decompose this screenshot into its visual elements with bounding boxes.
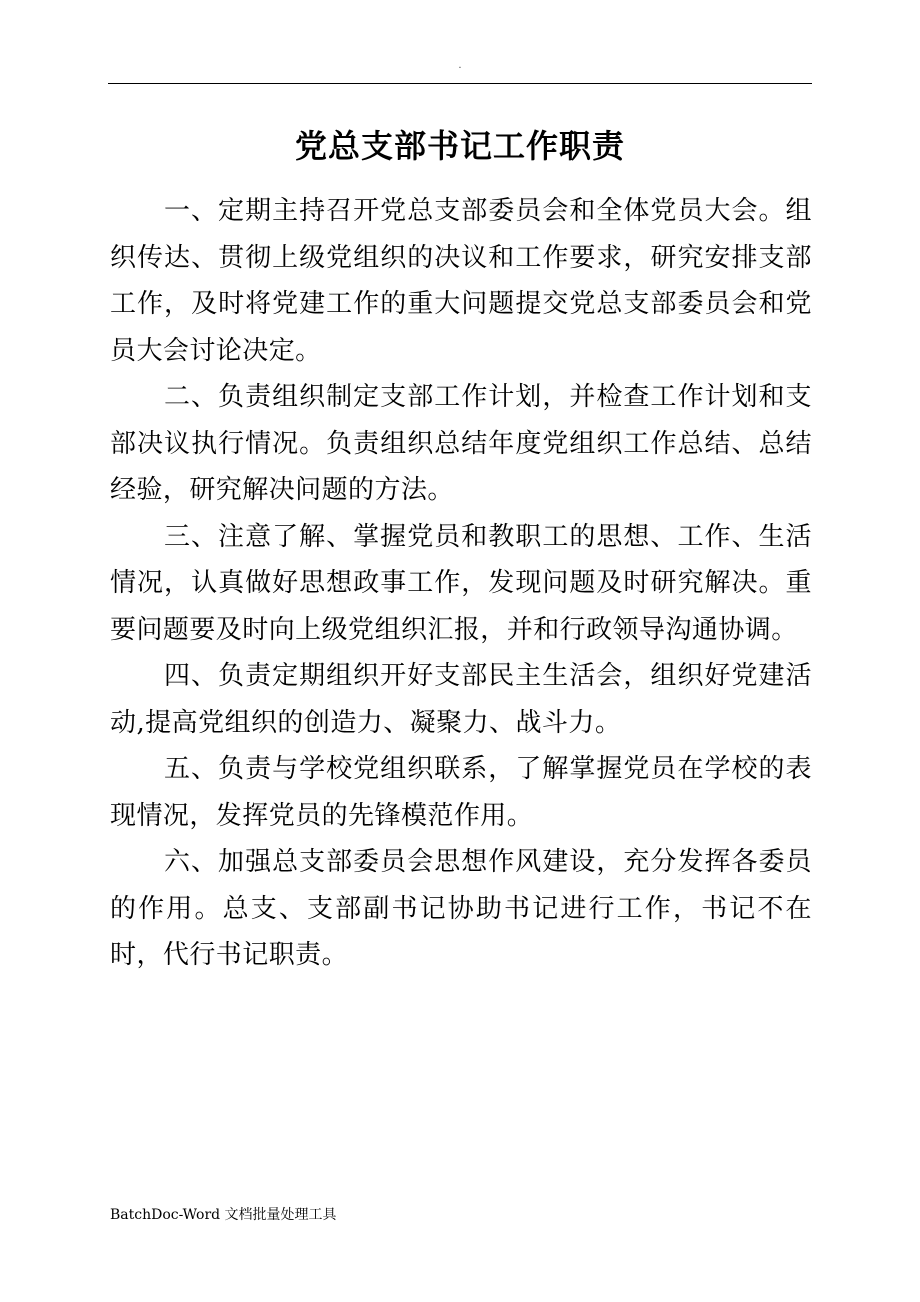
- paragraph-2: 二、负责组织制定支部工作计划，并检查工作计划和支部决议执行情况。负责组织总结年度党组织工作总结、总结经验，研究解决问题的方法。: [110, 382, 812, 505]
- paragraph-5: 五、负责与学校党组织联系，了解掌握党员在学校的表现情况，发挥党员的先锋模范作用。: [110, 754, 812, 831]
- paragraph-4: 四、负责定期组织开好支部民主生活会，组织好党建活动,提高党组织的创造力、凝聚力、战斗力。: [110, 661, 812, 738]
- paragraph-1: 一、定期主持召开党总支部委员会和全体党员大会。组织传达、贯彻上级党组织的决议和工作要求，研究安排支部工作，及时将党建工作的重大问题提交党总支部委员会和党员大会讨论决定。: [110, 196, 812, 366]
- document-body: [110, 188, 812, 979]
- paragraph-3: 三、注意了解、掌握党员和教职工的思想、工作、生活情况，认真做好思想政事工作，发现问题及时研究解决。重要问题要及时向上级党组织汇报，并和行政领导沟通协调。: [110, 521, 812, 645]
- footer-text: BatchDoc-Word 文档批量处理工具: [110, 1207, 337, 1223]
- paragraph-6: 六、加强总支部委员会思想作风建设，充分发挥各委员的作用。总支、支部副书记协助书记进行工作，书记不在时，代行书记职责。: [110, 847, 812, 970]
- page-title: 党总支部书记工作职责: [294, 127, 625, 165]
- header-rule: [108, 83, 812, 84]
- header-mark: .: [458, 60, 462, 71]
